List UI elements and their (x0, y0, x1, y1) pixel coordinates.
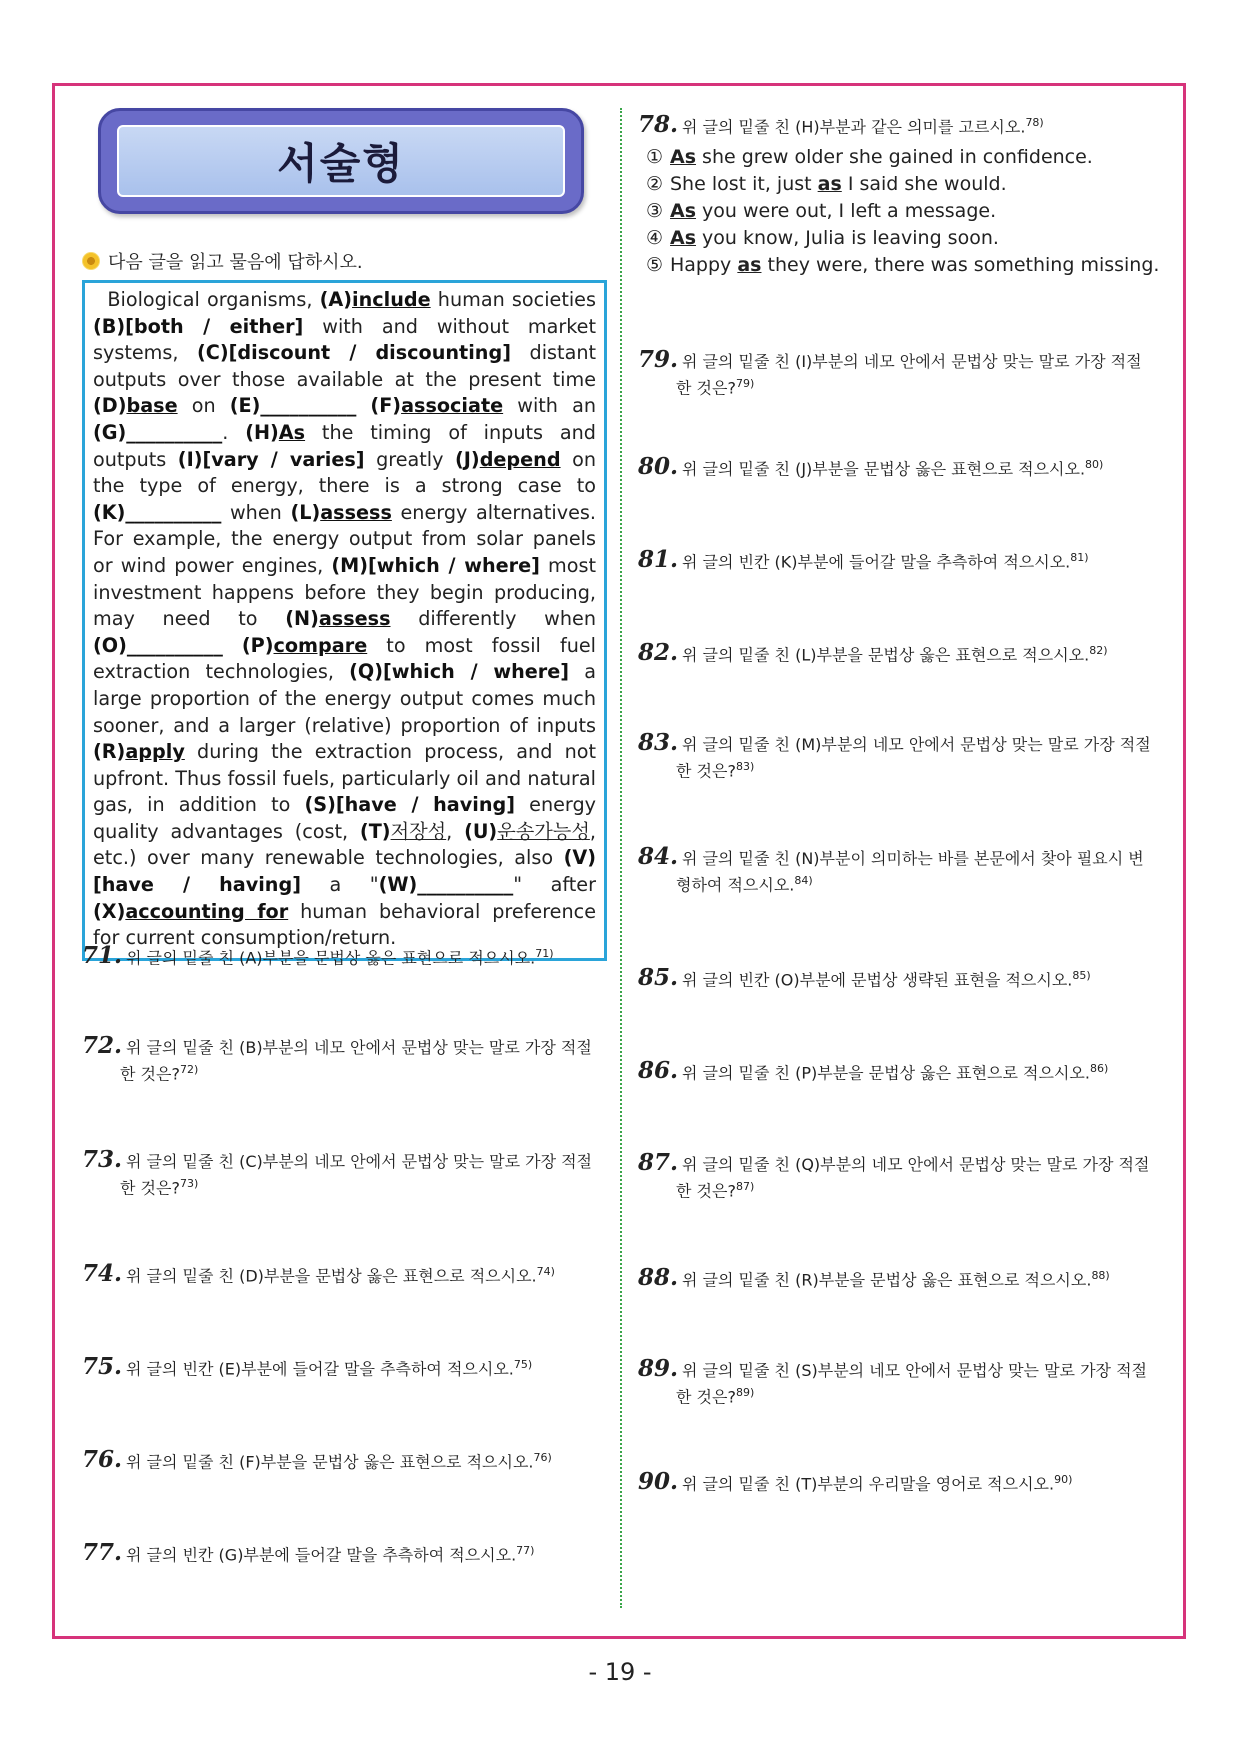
question-73: 73. 위 글의 밑줄 친 (C)부분의 네모 안에서 문법상 맞는 말로 가장 적절 한 것은?$^{73)}$ (82, 1146, 593, 1198)
passage-box (82, 280, 607, 961)
question-85: 85. 위 글의 빈칸 (O)부분에 문법상 생략된 표현을 적으시오.$^{85)}$ (638, 964, 1091, 992)
section-title: 서술형 (277, 139, 405, 188)
flower-icon (82, 252, 100, 270)
page-number: - 19 - (588, 1658, 652, 1686)
passage-text: Biological organisms, (A)include human societies (B)[both / either] with and without market systems, (C)[discount / discounting] distant outputs over those available at the present time (D)base on (E)__________ (F)associate with an (G)__________. (H)As the timing of inputs and outputs (I)[vary / varies] greatly (J)depend on the type of energy, there is a strong case to (K)__________ when (L)assess energy alternatives. For example, the energy output from solar panels or wind power engines, (M)[which / where] most investment happens before they begin producing, may need to (N)assess differently when (O)__________ (P)compare to most fossil fuel extraction technologies, (Q)[which / where] a large proportion of the energy output comes much sooner, and a larger (relative) proportion of inputs (R)apply during the extraction process, and not upfront. Thus fossil fuels, particularly oil and natural gas, in addition to (S)[have / having] energy quality advantages (cost, (T)저장성, (U)운송가능성, etc.) over many renewable technologies, also (V)[have / having] a "(W)__________" after (X)accounting for human behavioral preference for current consumption/return. (93, 288, 597, 950)
title-banner (98, 108, 584, 214)
question-75: 75. 위 글의 빈칸 (E)부분에 들어갈 말을 추측하여 적으시오.$^{75)}$ (82, 1353, 533, 1381)
question-84: 84. 위 글의 밑줄 친 (N)부분이 의미하는 바를 본문에서 찾아 필요시 변 형하여 적으시오.$^{84)}$ (638, 843, 1144, 895)
question-72: 72. 위 글의 밑줄 친 (B)부분의 네모 안에서 문법상 맞는 말로 가장 적절 한 것은?$^{72)}$ (82, 1032, 592, 1084)
option-3: ③ As you were out, I left a message. (646, 200, 997, 222)
question-80: 80. 위 글의 밑줄 친 (J)부분을 문법상 옳은 표현으로 적으시오.$^{80)}$ (638, 453, 1104, 481)
question-74: 74. 위 글의 밑줄 친 (D)부분을 문법상 옳은 표현으로 적으시오.$^{74)}$ (82, 1260, 555, 1288)
question-86: 86. 위 글의 밑줄 친 (P)부분을 문법상 옳은 표현으로 적으시오.$^{86)}$ (638, 1057, 1109, 1085)
question-90: 90. 위 글의 밑줄 친 (T)부분의 우리말을 영어로 적으시오.$^{90)}$ (638, 1468, 1073, 1496)
question-82: 82. 위 글의 밑줄 친 (L)부분을 문법상 옳은 표현으로 적으시오.$^{82)}$ (638, 639, 1108, 667)
question-81: 81. 위 글의 빈칸 (K)부분에 들어갈 말을 추측하여 적으시오.$^{81)}$ (638, 546, 1089, 574)
option-5: ⑤ Happy as they were, there was something missing. (646, 254, 1160, 276)
left-column (82, 108, 607, 1567)
option-4: ④ As you know, Julia is leaving soon. (646, 227, 999, 249)
question-71: 71. 위 글의 밑줄 친 (A)부분을 문법상 옳은 표현으로 적으시오.$^{71)}$ (82, 942, 554, 970)
title-inner (117, 125, 565, 197)
question-78-options (638, 144, 1163, 279)
instruction-text: 다음 글을 읽고 물음에 답하시오. (108, 252, 363, 273)
question-89: 89. 위 글의 밑줄 친 (S)부분의 네모 안에서 문법상 맞는 말로 가장 적절 한 것은?$^{89)}$ (638, 1355, 1148, 1407)
question-83: 83. 위 글의 밑줄 친 (M)부분의 네모 안에서 문법상 맞는 말로 가장 적절 한 것은?$^{83)}$ (638, 729, 1151, 781)
question-87: 87. 위 글의 밑줄 친 (Q)부분의 네모 안에서 문법상 맞는 말로 가장 적절 한 것은?$^{87)}$ (638, 1149, 1150, 1201)
question-76: 76. 위 글의 밑줄 친 (F)부분을 문법상 옳은 표현으로 적으시오.$^{76)}$ (82, 1446, 552, 1474)
option-1: ① As she grew older she gained in confidence. (646, 146, 1093, 168)
column-divider (620, 108, 622, 1608)
question-88: 88. 위 글의 밑줄 친 (R)부분을 문법상 옳은 표현으로 적으시오.$^{88)}$ (638, 1264, 1110, 1292)
question-79: 79. 위 글의 밑줄 친 (I)부분의 네모 안에서 문법상 맞는 말로 가장 적절 한 것은?$^{79)}$ (638, 346, 1142, 398)
instruction (82, 248, 607, 274)
question-77: 77. 위 글의 빈칸 (G)부분에 들어갈 말을 추측하여 적으시오.$^{77)}$ (82, 1539, 535, 1567)
question-78: 78. 위 글의 밑줄 친 (H)부분과 같은 의미를 고르시오.$^{78)}$ (638, 111, 1044, 139)
option-2: ② She lost it, just as I said she would. (646, 173, 1007, 195)
